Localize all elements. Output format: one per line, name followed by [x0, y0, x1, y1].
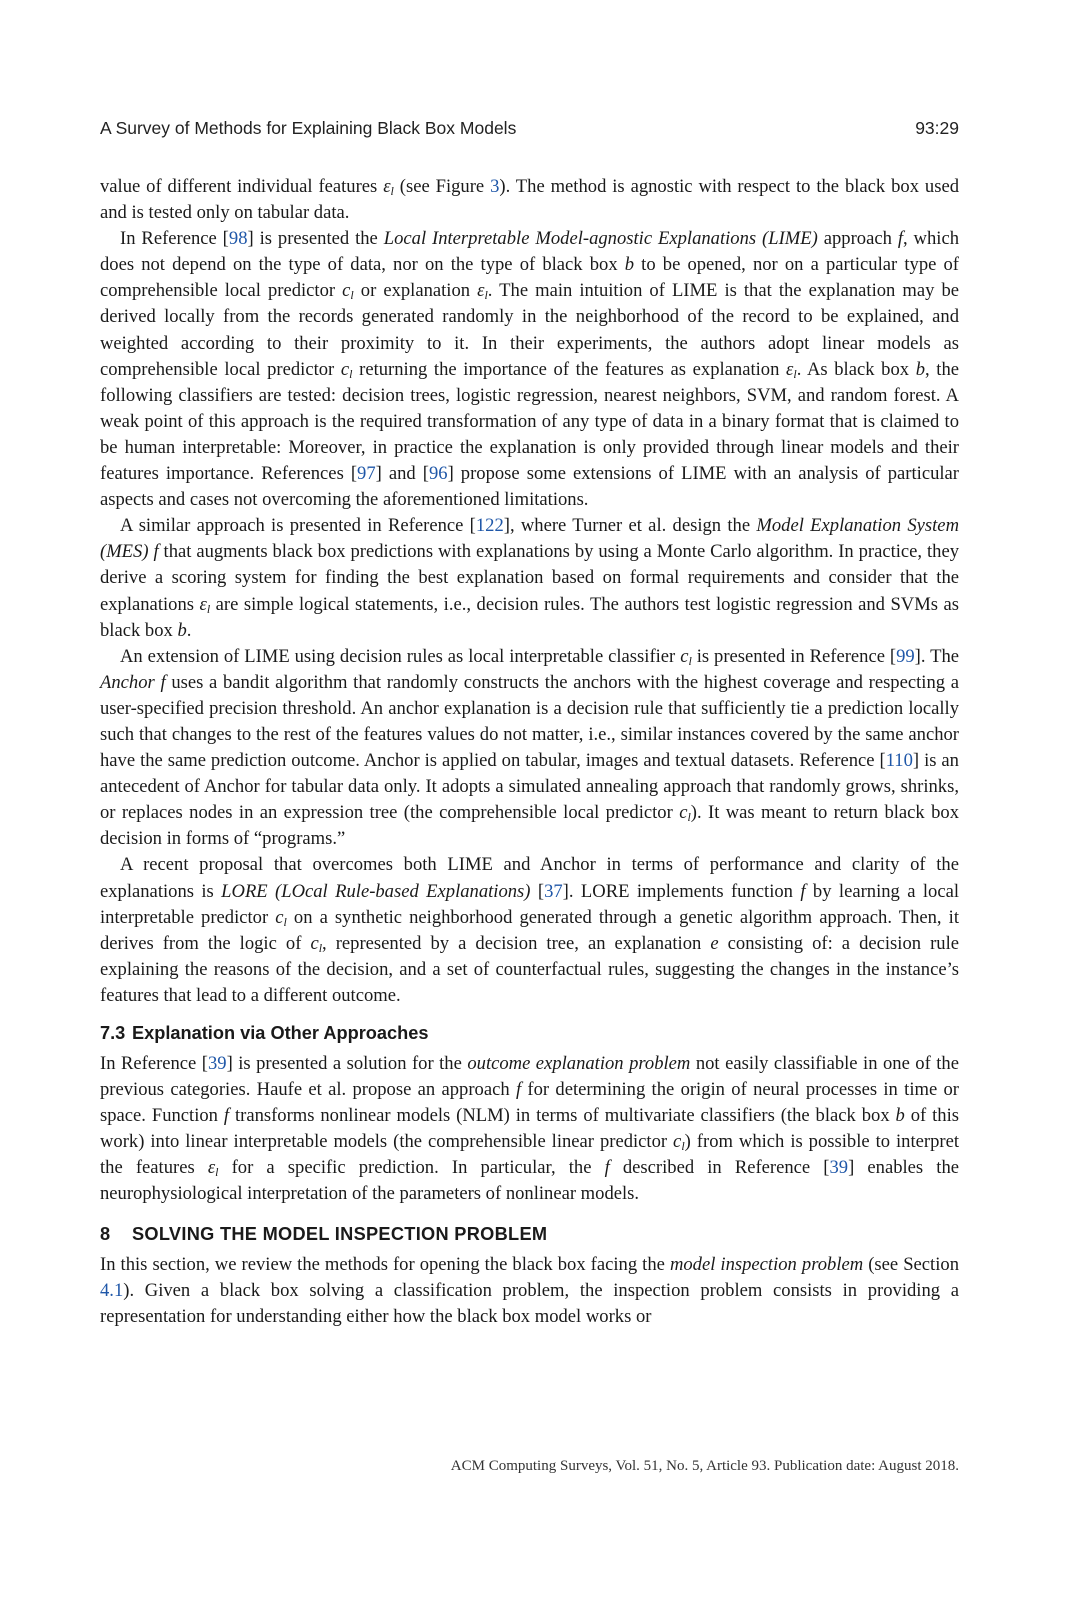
- paragraph-7: In this section, we review the methods for opening the black box facing the model inspection problem (see Section 4.1). Given a black box solving a classification problem, the inspection problem consists in providing a representation for understanding either how the black box model works or: [100, 1253, 959, 1327]
- section-heading: [100, 1222, 959, 1246]
- running-head: [100, 118, 959, 139]
- paragraph-1: value of different individual features $\varepsilon_l$ (see Figure 3). The method is agnostic with respect to the black box used and is tested only on tabular data.: [100, 176, 959, 224]
- paragraph-2: In Reference [98] is presented the Local Interpretable Model-agnostic Explanations (LIME) approach f, which does not depend on the type of data, nor on the type of black box b to be opened, nor on a particular type of comprehensible local predictor $c_l$ or explanation $\varepsilon_l$. The main intuition of LIME is that the explanation may be derived locally from the records generated randomly in the neighborhood of the record to be explained, and weighted according to their proximity to it. In their experiments, the authors adopt linear models as comprehensible local predictor $c_l$ returning the importance of the features as explanation $\varepsilon_l$. As black box b, the following classifiers are tested: decision trees, logistic regression, nearest neighbors, SVM, and random forest. A weak point of this approach is the required transformation of any type of data in a binary format that is claimed to be human interpretable: Moreover, in practice the explanation is only provided through linear models and their features importance. References [97] and [96] propose some extensions of LIME with an analysis of particular aspects and cases not overcoming the aforementioned limitations.: [100, 228, 960, 511]
- citation-link[interactable]: 97: [357, 463, 376, 485]
- body-text: [100, 174, 959, 1330]
- subsection-title: Explanation via Other Approaches: [132, 1023, 429, 1043]
- paragraph-4: An extension of LIME using decision rules as local interpretable classifier $c_l$ is presented in Reference [99]. The Anchor f uses a bandit algorithm that randomly constructs the anchors with the highest coverage and respecting a user-specified precision threshold. An anchor explanation is a decision rule that sufficiently tie a prediction locally such that changes to the rest of the features values do not matter, i.e., similar instances covered by the same anchor have the same prediction outcome. Anchor is applied on tabular, images and textual datasets. Reference [110] is an antecedent of Anchor for tabular data only. It adopts a simulated annealing approach that randomly grows, shrinks, or replaces nodes in an expression tree (the comprehensible local predictor $c_l$). It was meant to return black box decision in forms of “programs.”: [100, 645, 960, 850]
- subsection-heading: [100, 1021, 959, 1045]
- figure-link[interactable]: 3: [490, 176, 500, 197]
- page-footer: ACM Computing Surveys, Vol. 51, No. 5, Article 93. Publication date: August 2018.: [450, 1458, 959, 1474]
- citation-link[interactable]: 96: [428, 463, 448, 485]
- section-link[interactable]: 4.1: [100, 1279, 124, 1301]
- citation-link[interactable]: 39: [207, 1053, 227, 1074]
- citation-link[interactable]: 110: [885, 750, 913, 772]
- citation-link[interactable]: 122: [475, 515, 504, 537]
- paragraph-6: In Reference [39] is presented a solution for the outcome explanation problem not easily classifiable in one of the previous categories. Haufe et al. propose an approach f for determining the origin of neural processes in time or space. Function f transforms nonlinear models (NLM) in terms of multivariate classifiers (the black box b of this work) into linear interpretable models (the comprehensible linear predictor $c_l$) from which is possible to interpret the features $\varepsilon_l$ for a specific prediction. In particular, the f described in Reference [39] enables the neurophysiological interpretation of the parameters of nonlinear models.: [100, 1053, 959, 1205]
- subsection-number: 7.3: [100, 1023, 126, 1043]
- section-number: 8: [100, 1223, 111, 1244]
- paragraph-5: A recent proposal that overcomes both LIME and Anchor in terms of performance and clarity of the explanations is LORE (LOcal Rule-based Explanations) [37]. LORE implements function f by learning a local interpretable predictor $c_l$ on a synthetic neighborhood generated through a genetic algorithm approach. Then, it derives from the logic of $c_l$, represented by a decision tree, an explanation e consisting of: a decision rule explaining the reasons of the decision, and a set of counterfactual rules, suggesting the changes in the instance’s features that lead to a different outcome.: [100, 854, 960, 1006]
- citation-link[interactable]: 39: [829, 1157, 849, 1179]
- page-number: 93:29: [915, 118, 959, 138]
- running-title: A Survey of Methods for Explaining Black Box Models: [100, 118, 517, 138]
- citation-link[interactable]: 98: [228, 228, 248, 250]
- citation-link[interactable]: 37: [544, 880, 563, 902]
- paragraph-3: A similar approach is presented in Reference [122], where Turner et al. design the Model Explanation System (MES) f that augments black box predictions with explanations by using a Monte Carlo algorithm. In practice, they derive a scoring system for finding the best explanation based on formal requirements and consider that the explanations $\varepsilon_l$ are simple logical statements, i.e., decision rules. The authors test logistic regression and SVMs as black box b.: [100, 515, 960, 641]
- section-title: SOLVING THE MODEL INSPECTION PROBLEM: [132, 1223, 548, 1244]
- citation-link[interactable]: 99: [896, 645, 915, 667]
